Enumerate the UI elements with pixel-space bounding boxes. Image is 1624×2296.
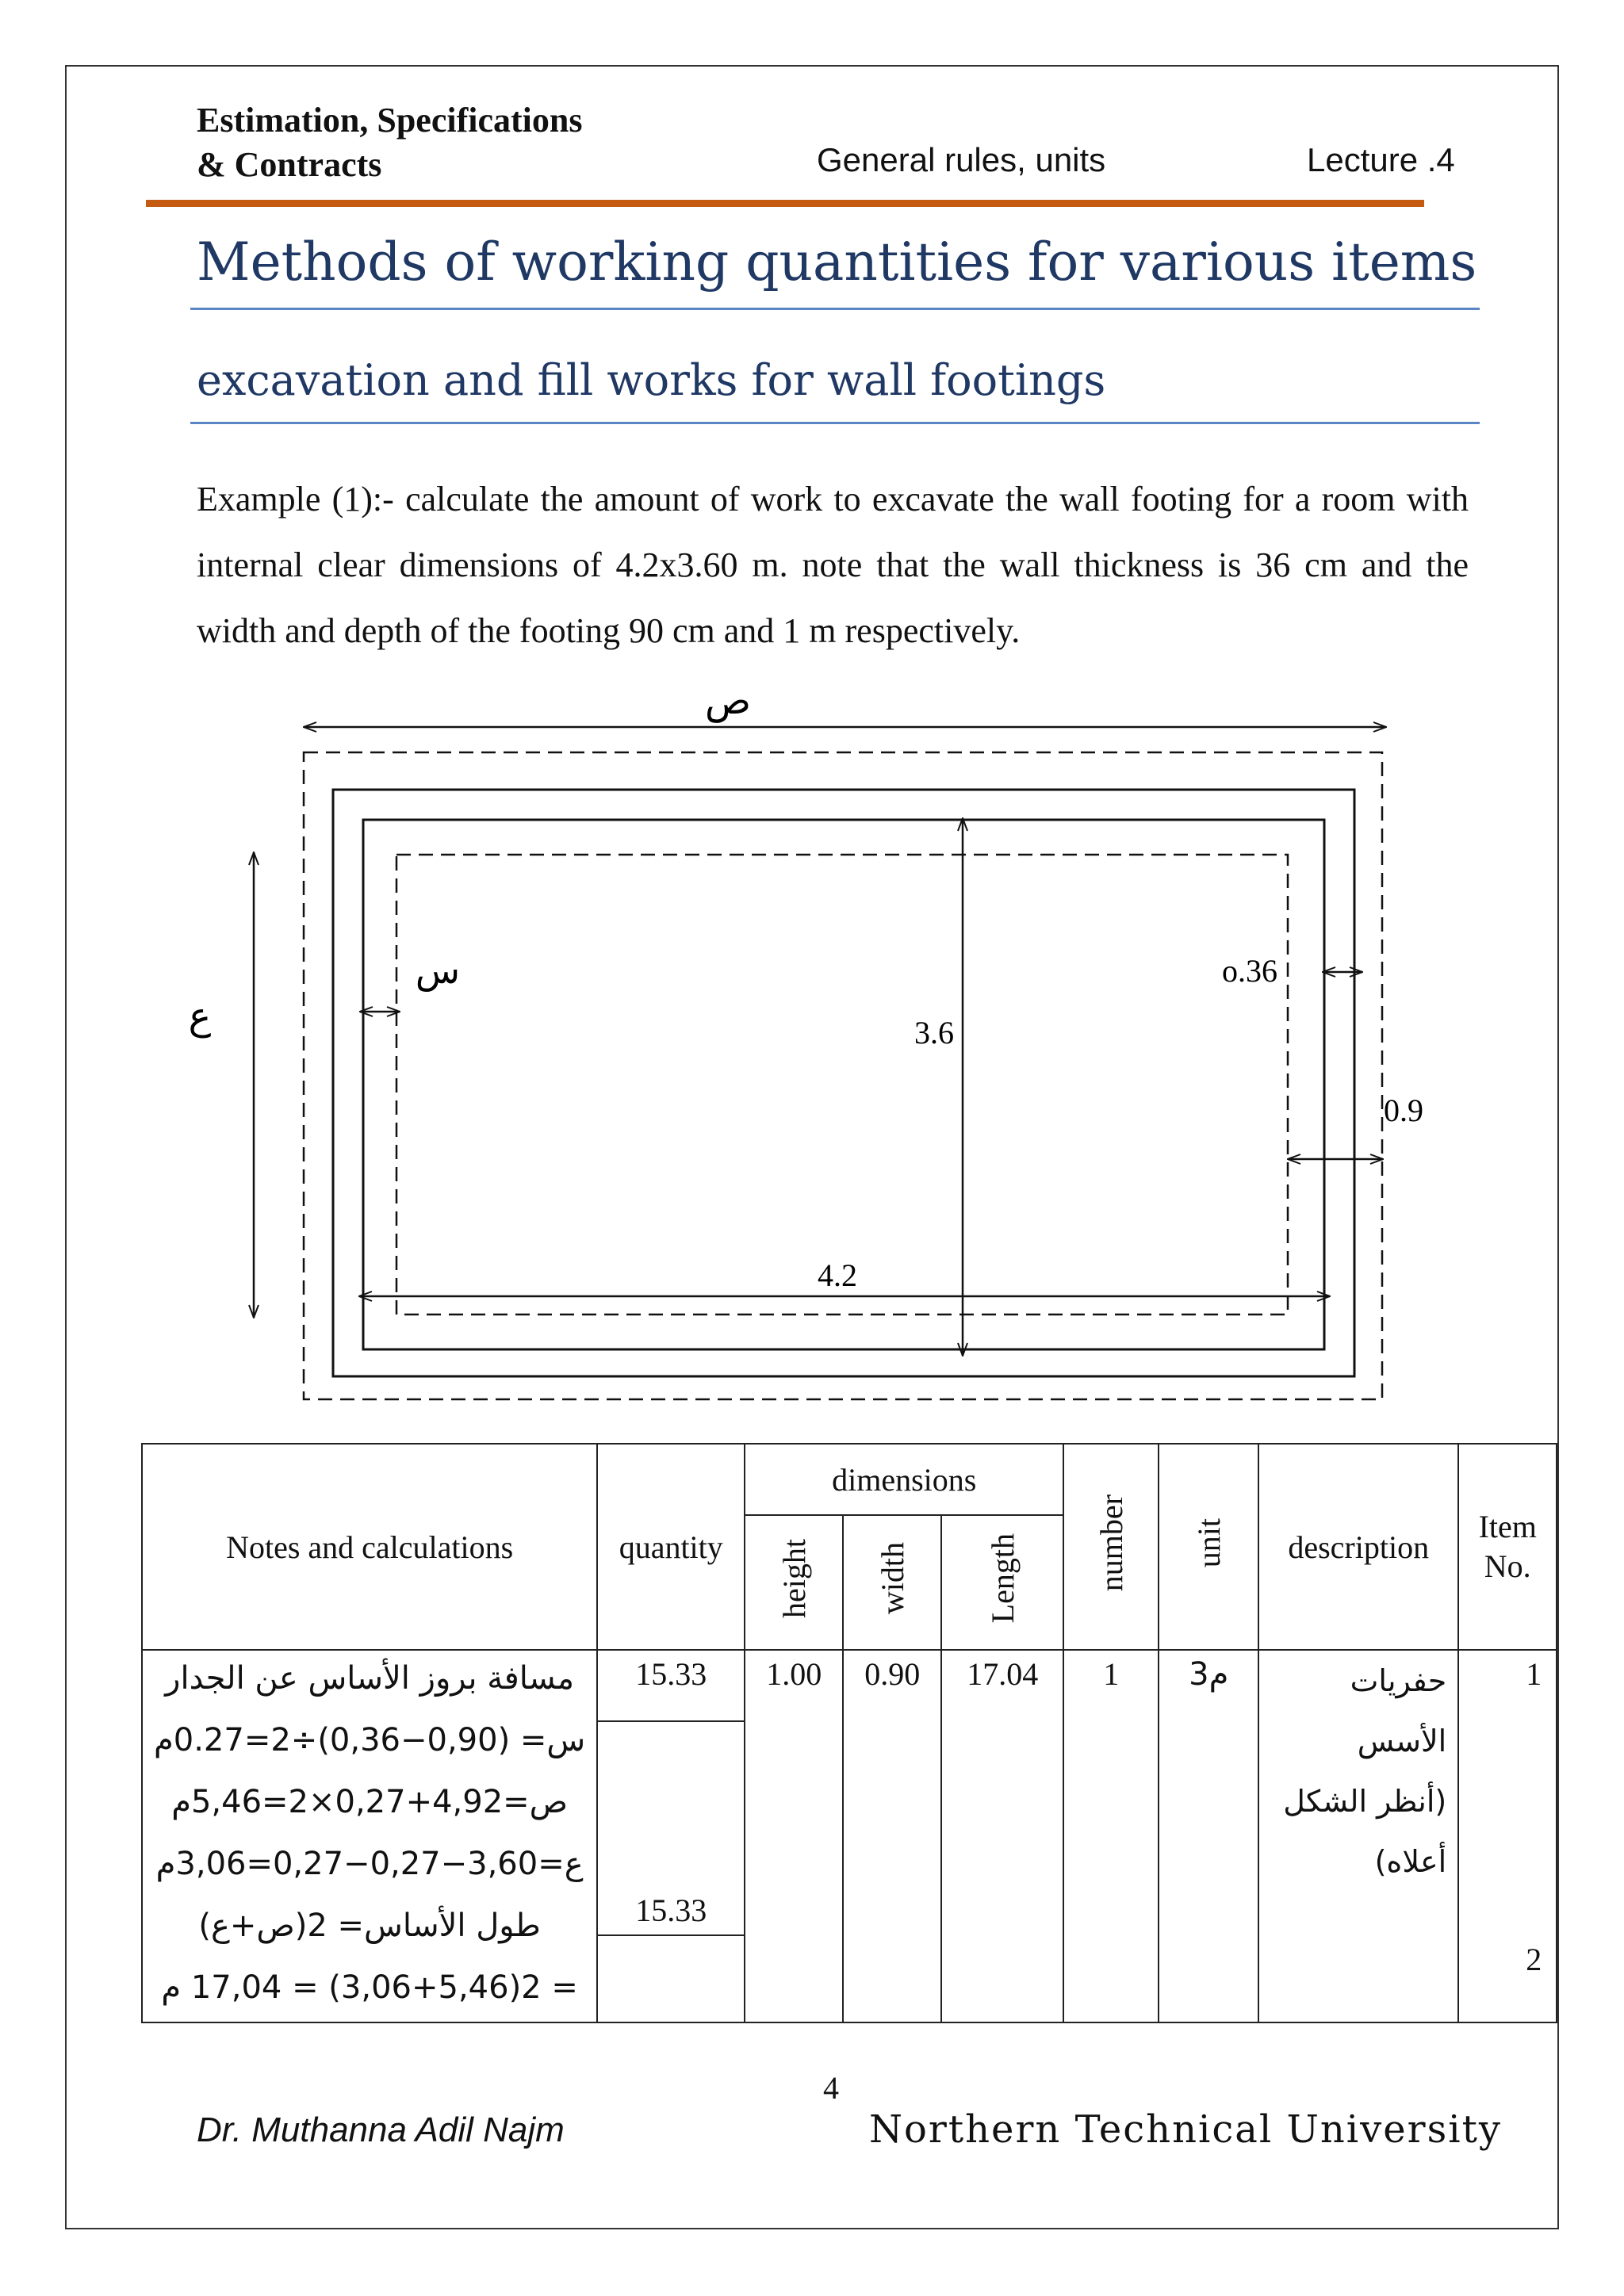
length-cell: 17.04 xyxy=(941,1650,1063,2022)
header-number-text: number xyxy=(1093,1494,1129,1592)
label-wall: o.36 xyxy=(1222,953,1277,989)
header-width-text: width xyxy=(874,1542,910,1615)
quantity-value-1: 15.33 xyxy=(598,1651,744,1722)
label-length: 4.2 xyxy=(818,1257,857,1293)
item-no-2: 2 xyxy=(1526,1942,1542,1977)
description-line: حفريات الأسس xyxy=(1350,1663,1447,1758)
note-line: طول الأساس= 2(ص+ع) xyxy=(198,1908,541,1944)
note-line: = 2(3,06+5,46) = 17,04 م xyxy=(161,1969,578,2006)
header-notes: Notes and calculations xyxy=(142,1444,597,1650)
header-height-text: height xyxy=(776,1539,812,1618)
quantity-value-2: 15.33 xyxy=(598,1887,744,1936)
unit-value: م3 xyxy=(1189,1656,1229,1693)
header-length-text: Length xyxy=(984,1533,1021,1624)
header-number xyxy=(1063,1444,1159,1650)
note-line: ص=4,92+0,27×2=5,46م xyxy=(171,1784,569,1820)
note-line: ع=3,60−0,27−0,27=3,06م xyxy=(155,1846,584,1882)
quantity-cell xyxy=(597,1650,745,2022)
author: Dr. Muthanna Adil Najm xyxy=(197,2110,565,2149)
course-title-line2: & Contracts xyxy=(197,145,382,184)
calculation-table xyxy=(141,1443,1557,2023)
header-dimensions: dimensions xyxy=(745,1444,1063,1515)
header-width xyxy=(843,1515,941,1650)
label-seen: س xyxy=(415,949,461,992)
label-ain: ع xyxy=(188,994,212,1039)
section-label: General rules, units xyxy=(817,141,1106,178)
note-line: س= (0,90−0,36)÷2=0.27م xyxy=(154,1722,586,1758)
height-cell: 1.00 xyxy=(745,1650,843,2022)
course-title-line1: Estimation, Specifications xyxy=(197,101,583,140)
header-unit xyxy=(1159,1444,1258,1650)
page-number: 4 xyxy=(823,2070,839,2106)
header-item-no xyxy=(1458,1444,1557,1650)
label-footing: 0.9 xyxy=(1384,1093,1423,1128)
note-line: مسافة بروز الأساس عن الجدار xyxy=(165,1660,575,1697)
item-no-cell xyxy=(1458,1650,1557,2022)
sub-heading: excavation and fill works for wall footings xyxy=(197,355,1106,405)
label-sad: ص xyxy=(704,679,752,723)
header-height xyxy=(745,1515,843,1650)
excavation-outline xyxy=(304,752,1382,1399)
number-cell: 1 xyxy=(1063,1650,1159,2022)
header-unit-text: unit xyxy=(1190,1517,1227,1568)
header-quantity: quantity xyxy=(597,1444,745,1650)
item-no-1: 1 xyxy=(1526,1656,1542,1692)
main-heading: Methods of working quantities for various items xyxy=(197,232,1477,293)
lecture-label: Lecture .4 xyxy=(1307,141,1455,178)
header-item-no-text: Item No. xyxy=(1478,1509,1537,1584)
header-length xyxy=(941,1515,1063,1650)
footing-inner-outline xyxy=(396,855,1288,1314)
unit-cell xyxy=(1159,1650,1258,2022)
width-cell: 0.90 xyxy=(843,1650,941,2022)
label-height: 3.6 xyxy=(914,1015,954,1050)
description-line: أعلاه) xyxy=(1374,1844,1447,1879)
example-text: calculate the amount of work to excavate the wall footing for a room with internal clear dimensions of 4.2x3.60 m. note that the wall thickness is 36 cm and the width and depth of the footing 90 cm and 1 m respectively. xyxy=(197,480,1469,650)
example-lead: Example (1):- xyxy=(197,480,394,519)
notes-cell xyxy=(142,1650,597,2022)
description-cell xyxy=(1258,1650,1458,2022)
university-name: Northern Technical University xyxy=(869,2107,1503,2152)
description-line: (أنظر الشكل xyxy=(1283,1784,1447,1819)
header-description: description xyxy=(1258,1444,1458,1650)
